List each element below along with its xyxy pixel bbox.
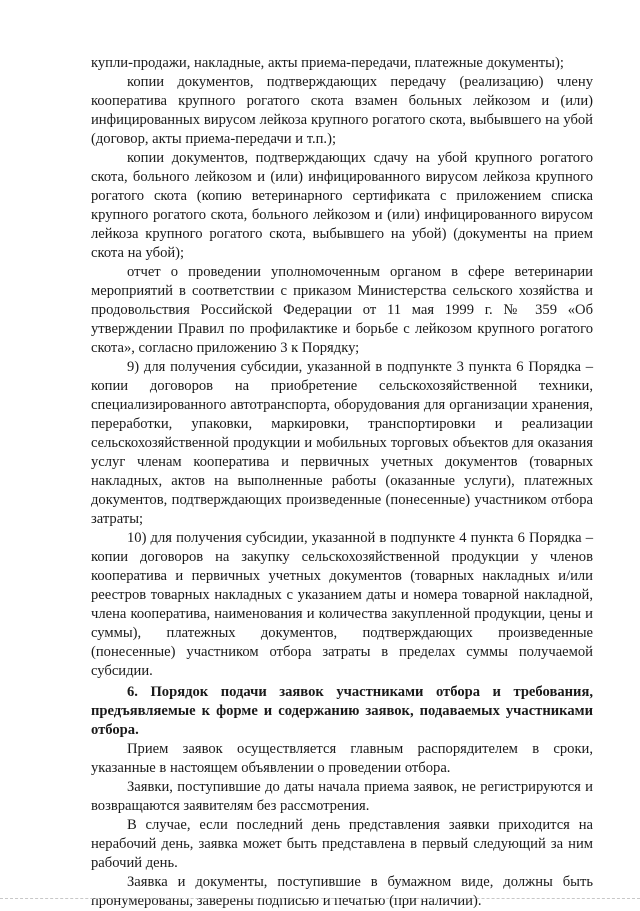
paragraph-paper-documents: Заявка и документы, поступившие в бумажном виде, должны быть пронумерованы, заверены подписью и печатью (при наличии). (91, 874, 593, 909)
paragraph-transfer-docs: копии документов, подтверждающих передачу (реализацию) члену кооператива крупного рогатого скота взамен больных лейкозом и (или) инфицированных вирусом лейкоза крупного рогатого скота, выбывшего на убой (договор, акты приема-передачи и т.п.); (91, 74, 593, 147)
paragraph-continuation: купли-продажи, накладные, акты приема-передачи, платежные документы); (91, 55, 564, 71)
section-heading-6: 6. Порядок подачи заявок участниками отбора и требования, предъявляемые к форме и содержанию заявок, подаваемых участниками отбора. (91, 684, 593, 738)
paragraph-item-10: 10) для получения субсидии, указанной в подпункте 4 пункта 6 Порядка – копии договоров на закупку сельскохозяйственной продукции у членов кооператива и первичных учетных документов (товарных накладных и/или реестров товарных накладных с указанием даты и номера товарной накладной, члена кооператива, наименования и количества закупленной продукции, цены и суммы), платежных документов, подтверждающих произведенные (понесенные) участником отбора затраты в пределах суммы получаемой субсидии. (91, 530, 593, 679)
paragraph-early-applications: Заявки, поступившие до даты начала приема заявок, не регистрируются и возвращаются заявителям без рассмотрения. (91, 779, 593, 814)
paragraph-veterinary-report: отчет о проведении уполномоченным органом в сфере ветеринарии мероприятий в соответствии с приказом Министерства сельского хозяйства и продовольствия Российской Федерации от 11 мая 1999 г. № 359 «Об утверждении Правил по профилактике и борьбе с лейкозом крупного рогатого скота», согласно приложению 3 к Порядку; (91, 264, 593, 356)
paragraph-acceptance: Прием заявок осуществляется главным распорядителем в сроки, указанные в настоящем объявлении о проведении отбора. (91, 741, 593, 776)
paragraph-slaughter-docs: копии документов, подтверждающих сдачу на убой крупного рогатого скота, больного лейкозом и (или) инфицированного вирусом лейкоза крупного рогатого скота (копию ветеринарного сертификата с приложением списка крупного рогатого скота, больного лейкозом и (или) инфицированного вирусом лейкоза крупного рогатого скота, выбывшего на убой) (документы на прием скота на убой); (91, 150, 593, 261)
paragraph-non-working-day: В случае, если последний день представления заявки приходится на нерабочий день, заявка может быть представлена в первый следующий за ним рабочий день. (91, 817, 593, 871)
page-bottom-divider (0, 898, 640, 899)
paragraph-item-9: 9) для получения субсидии, указанной в подпункте 3 пункта 6 Порядка – копии договоров на приобретение сельскохозяйственной техники, специализированного автотранспорта, оборудования для организации хранения, переработки, упаковки, маркировки, транспортировки и реализации сельскохозяйственной продукции и мобильных торговых объектов для оказания услуг членам кооператива и первичных учетных документов (товарных накладных, актов на выполненные работы (оказанные услуги), платежных документов, подтверждающих произведенные (понесенные) участником отбора затраты; (91, 359, 593, 527)
document-page (91, 54, 593, 911)
